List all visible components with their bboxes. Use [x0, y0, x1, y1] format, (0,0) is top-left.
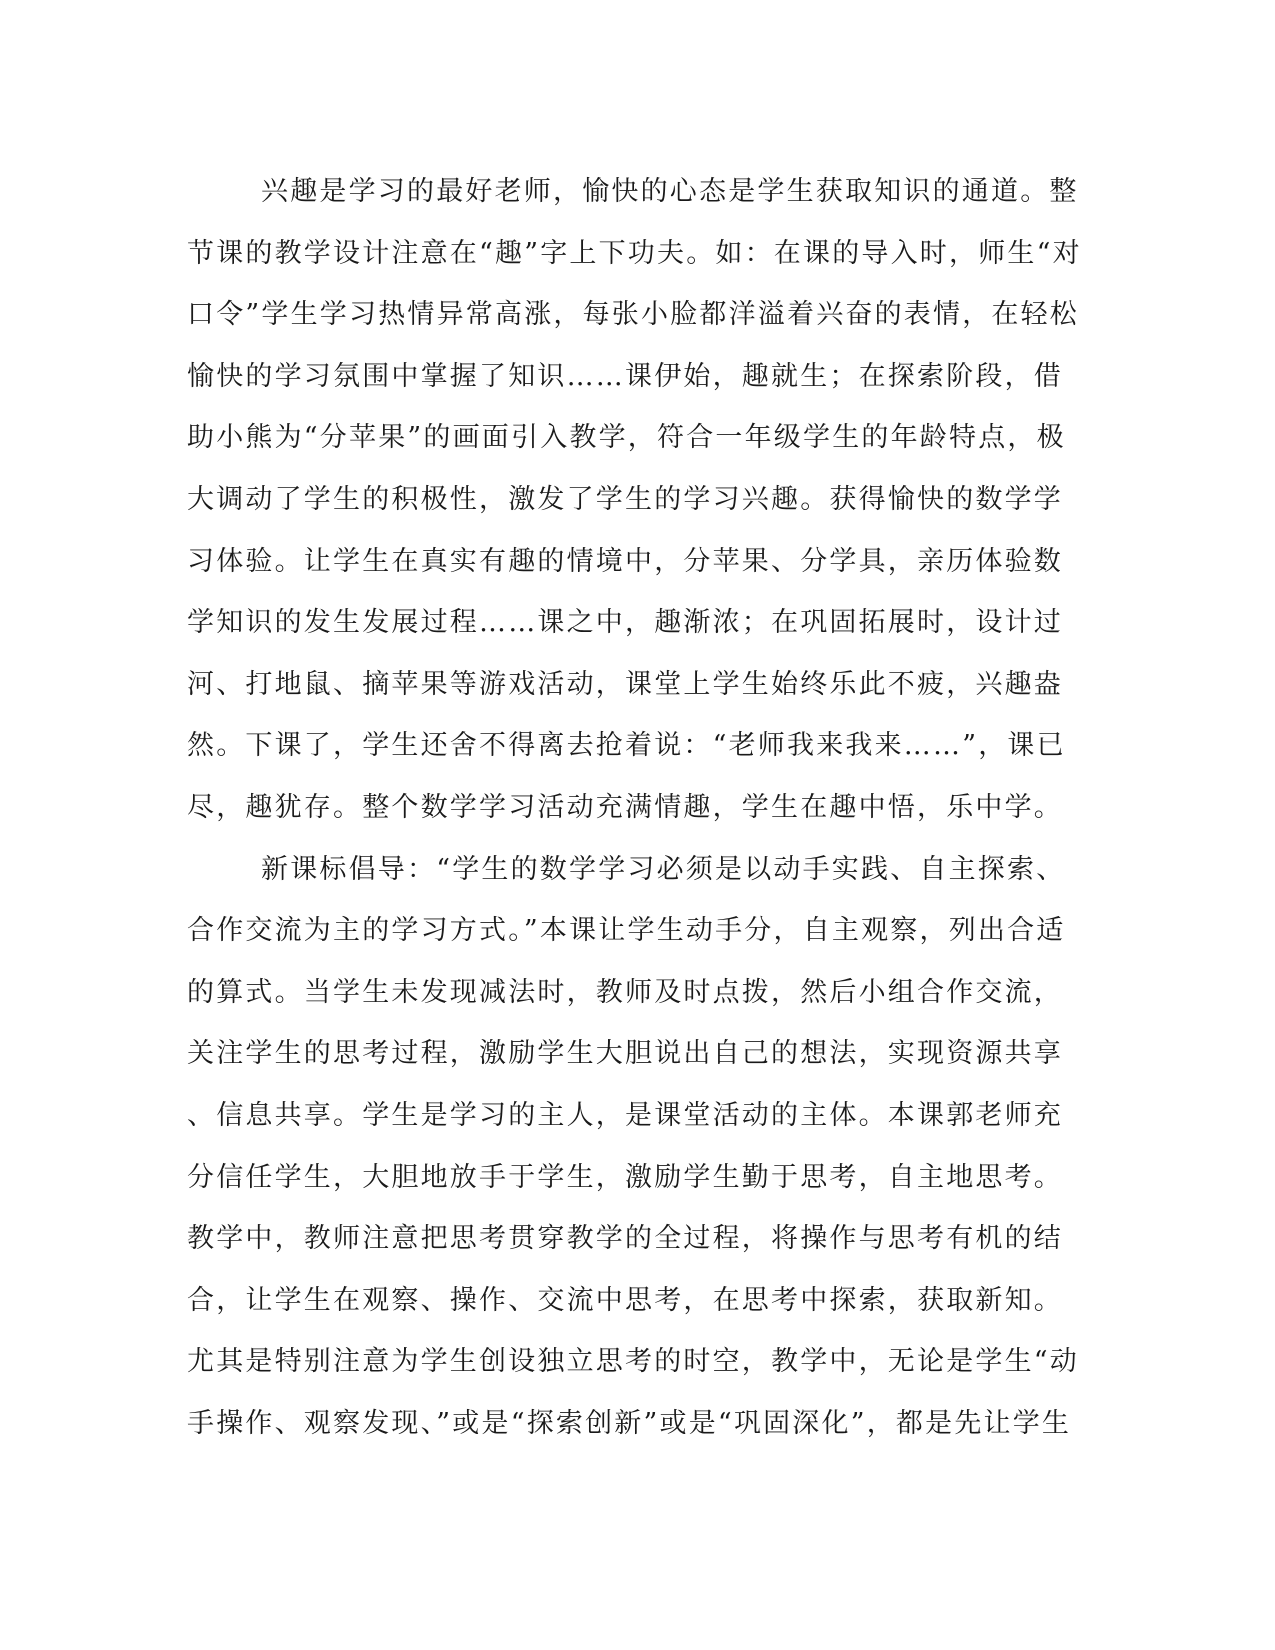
text-line: 分信任学生，大胆地放手于学生，激励学生勤于思考，自主地思考。 [187, 1161, 1063, 1193]
text-line: 合作交流为主的学习方式。”本课让学生动手分，自主观察，列出合适 [187, 915, 1066, 947]
text-line: 助小熊为“分苹果”的画面引入教学，符合一年级学生的年龄特点，极 [187, 422, 1066, 454]
paragraph-1 [187, 161, 1082, 839]
body-text [187, 161, 1082, 1454]
text-line: 口令”学生学习热情异常高涨，每张小脸都洋溢着兴奋的表情，在轻松 [187, 299, 1080, 331]
text-line: 尽，趣犹存。整个数学学习活动充满情趣，学生在趣中悟，乐中学。 [187, 791, 1063, 823]
text-line: 合，让学生在观察、操作、交流中思考，在思考中探索，获取新知。 [187, 1284, 1063, 1316]
text-line: 尤其是特别注意为学生创设独立思考的时空，教学中，无论是学生“动 [187, 1346, 1080, 1378]
text-line: 愉快的学习氛围中掌握了知识……课伊始，趣就生；在探索阶段，借 [187, 360, 1063, 392]
text-line: 兴趣是学习的最好老师，愉快的心态是学生获取知识的通道。整 [261, 176, 1079, 207]
text-line: 学知识的发生发展过程……课之中，趣渐浓；在巩固拓展时，设计过 [187, 607, 1063, 639]
paragraph-2 [187, 839, 1080, 1455]
text-line: 、信息共享。学生是学习的主人，是课堂活动的主体。本课郭老师充 [187, 1099, 1063, 1131]
text-line: 大调动了学生的积极性，激发了学生的学习兴趣。获得愉快的数学学 [187, 483, 1063, 515]
text-line: 关注学生的思考过程，激励学生大胆说出自己的想法，实现资源共享 [187, 1038, 1063, 1070]
text-line: 河、打地鼠、摘苹果等游戏活动，课堂上学生始终乐此不疲，兴趣盎 [187, 668, 1063, 700]
text-line: 节课的教学设计注意在“趣”字上下功夫。如：在课的导入时，师生“对 [187, 237, 1082, 269]
text-line: 习体验。让学生在真实有趣的情境中，分苹果、分学具，亲历体验数 [187, 545, 1063, 577]
text-line: 的算式。当学生未发现减法时，教师及时点拨，然后小组合作交流， [187, 976, 1063, 1008]
text-line: 教学中，教师注意把思考贯穿教学的全过程，将操作与思考有机的结 [187, 1223, 1063, 1255]
text-line: 然。下课了，学生还舍不得离去抢着说：“老师我来我来……”，课已 [187, 730, 1066, 762]
text-line: 手操作、观察发现、”或是“探索创新”或是“巩固深化”，都是先让学生 [187, 1407, 1072, 1439]
text-line: 新课标倡导：“学生的数学学习必须是以动手实践、自主探索、 [261, 853, 1066, 885]
